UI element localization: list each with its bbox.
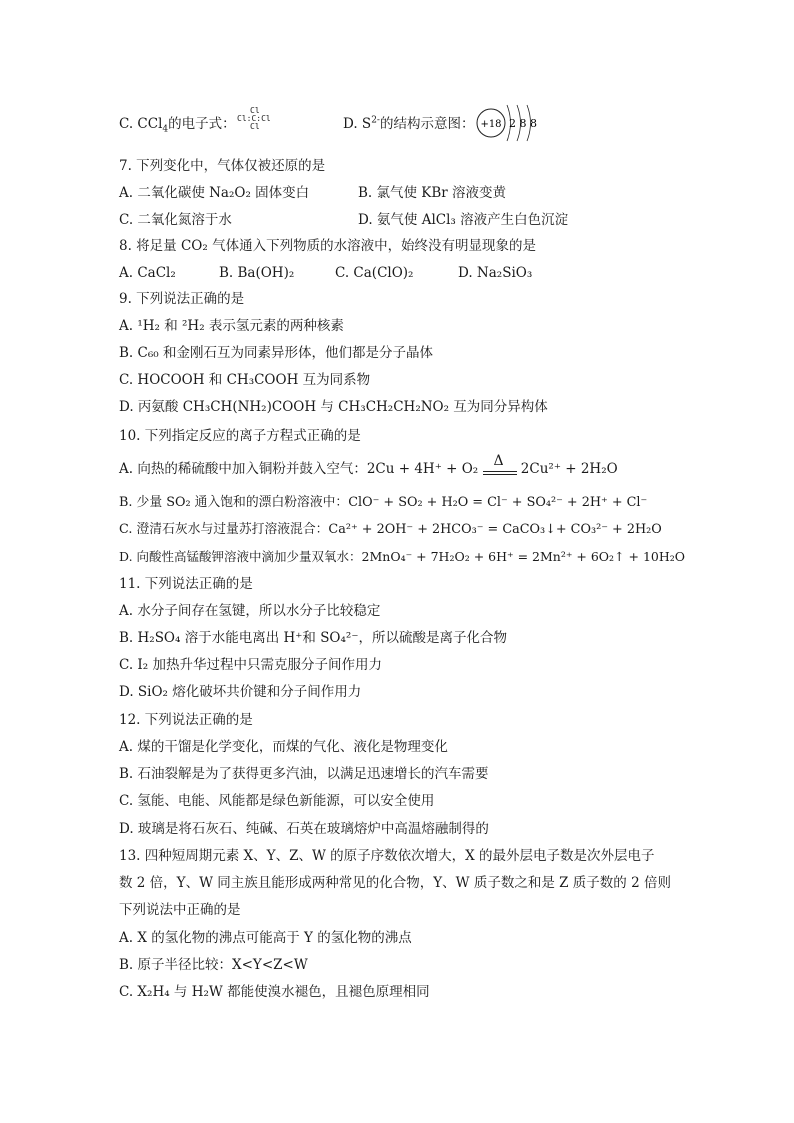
q8-option-d: D. Na₂SiO₃ xyxy=(458,265,533,281)
q11-option-a: A. 水分子间存在氢键，所以水分子比较稳定 xyxy=(119,603,381,619)
q6-c-prefix: C. CCl xyxy=(119,116,163,132)
q13-option-c: C. X₂H₄ 与 H₂W 都能使溴水褪色，且褪色原理相同 xyxy=(119,984,430,1000)
q9-option-a: A. ¹H₂ 和 ²H₂ 表示氢元素的两种核素 xyxy=(119,318,344,334)
q11-option-b: B. H₂SO₄ 溶于水能电离出 H⁺和 SO₄²⁻，所以硫酸是离子化合物 xyxy=(119,630,507,646)
q9-option-d: D. 丙氨酸 CH₃CH(NH₂)COOH 与 CH₃CH₂CH₂NO₂ 互为同分异构体 xyxy=(119,399,548,415)
q6-d-prefix: D. S xyxy=(343,116,372,132)
q10-option-c: C. 澄清石灰水与过量苏打溶液混合：Ca²⁺ + 2OH⁻ + 2HCO₃⁻ = CaCO₃↓+ CO₃²⁻ + 2H₂O xyxy=(119,522,662,537)
q6-d-sup: 2- xyxy=(371,115,380,126)
q12-option-c: C. 氢能、电能、风能都是绿色新能源，可以安全使用 xyxy=(119,793,435,809)
q9-option-b: B. C₆₀ 和金刚石互为同素异形体，他们都是分子晶体 xyxy=(119,345,433,361)
q10-option-b: B. 少量 SO₂ 通入饱和的漂白粉溶液中：ClO⁻ + SO₂ + H₂O = Cl⁻ + SO₄²⁻ + 2H⁺ + Cl⁻ xyxy=(119,495,648,510)
q7-option-a: A. 二氧化碳使 Na₂O₂ 固体变白 xyxy=(119,185,310,201)
q6-option-d xyxy=(343,115,474,133)
q9-stem: 9. 下列说法正确的是 xyxy=(119,291,245,307)
q8-option-a: A. CaCl₂ xyxy=(119,265,176,281)
shell-electrons: 2 8 8 xyxy=(509,117,537,130)
heating-arrow xyxy=(483,452,517,479)
delta-symbol: Δ xyxy=(493,452,504,469)
q13-stem-line2: 数 2 倍，Y、W 同主族且能形成两种常见的化合物，Y、W 质子数之和是 Z 质子数的 2 倍则 xyxy=(119,875,671,891)
q10-a-left: A. 向热的稀硫酸中加入铜粉并鼓入空气：2Cu + 4H⁺ + O₂ xyxy=(119,461,479,477)
q8-stem: 8. 将足量 CO₂ 气体通入下列物质的水溶液中，始终没有明显现象的是 xyxy=(119,238,537,254)
atom-structure-diagram xyxy=(474,100,544,146)
q11-option-c: C. I₂ 加热升华过程中只需克服分子间作用力 xyxy=(119,657,382,673)
ccl4-lewis-structure xyxy=(237,107,277,131)
q10-option-d: D. 向酸性高锰酸钾溶液中滴加少量双氧水：2MnO₄⁻ + 7H₂O₂ + 6H⁺ = 2Mn²⁺ + 6O₂↑ + 10H₂O xyxy=(119,549,686,564)
lewis-bottom: Cl xyxy=(250,122,260,131)
lewis-top: Cl xyxy=(250,106,260,115)
q8-option-c: C. Ca(ClO)₂ xyxy=(335,265,414,281)
q12-option-b: B. 石油裂解是为了获得更多汽油，以满足迅速增长的汽车需要 xyxy=(119,766,489,782)
q6-c-sub: 4 xyxy=(162,124,169,135)
q7-option-d: D. 氨气使 AlCl₃ 溶液产生白色沉淀 xyxy=(358,212,569,228)
q13-option-b: B. 原子半径比较：X<Y<Z<W xyxy=(119,957,308,973)
q13-option-a: A. X 的氢化物的沸点可能高于 Y 的氢化物的沸点 xyxy=(119,930,412,946)
q7-option-c: C. 二氧化氮溶于水 xyxy=(119,212,232,228)
q12-option-a: A. 煤的干馏是化学变化，而煤的气化、液化是物理变化 xyxy=(119,739,448,755)
q10-option-a xyxy=(119,452,618,479)
q13-stem-line3: 下列说法中正确的是 xyxy=(119,902,241,918)
q12-option-d: D. 玻璃是将石灰石、纯碱、石英在玻璃熔炉中高温熔融制得的 xyxy=(119,821,489,837)
q12-stem: 12. 下列说法正确的是 xyxy=(119,712,253,728)
lewis-mid: Cl:C:Cl xyxy=(237,114,271,123)
q11-option-d: D. SiO₂ 熔化破坏共价键和分子间作用力 xyxy=(119,684,362,700)
q6-option-c xyxy=(119,115,236,133)
q10-stem: 10. 下列指定反应的离子方程式正确的是 xyxy=(119,428,361,444)
q7-option-b: B. 氯气使 KBr 溶液变黄 xyxy=(358,185,507,201)
q6-c-suffix: 的电子式： xyxy=(168,116,236,132)
q13-stem-line1: 13. 四种短周期元素 X、Y、Z、W 的原子序数依次增大，X 的最外层电子数是次外层电子 xyxy=(119,848,655,864)
nucleus-label: +18 xyxy=(480,119,502,130)
q6-d-suffix: 的结构示意图： xyxy=(379,116,475,132)
q10-a-right: 2Cu²⁺ + 2H₂O xyxy=(520,461,618,477)
q11-stem: 11. 下列说法正确的是 xyxy=(119,576,253,592)
q7-stem: 7. 下列变化中，气体仅被还原的是 xyxy=(119,158,326,174)
q8-option-b: B. Ba(OH)₂ xyxy=(219,265,295,281)
q9-option-c: C. HOCOOH 和 CH₃COOH 互为同系物 xyxy=(119,372,371,388)
